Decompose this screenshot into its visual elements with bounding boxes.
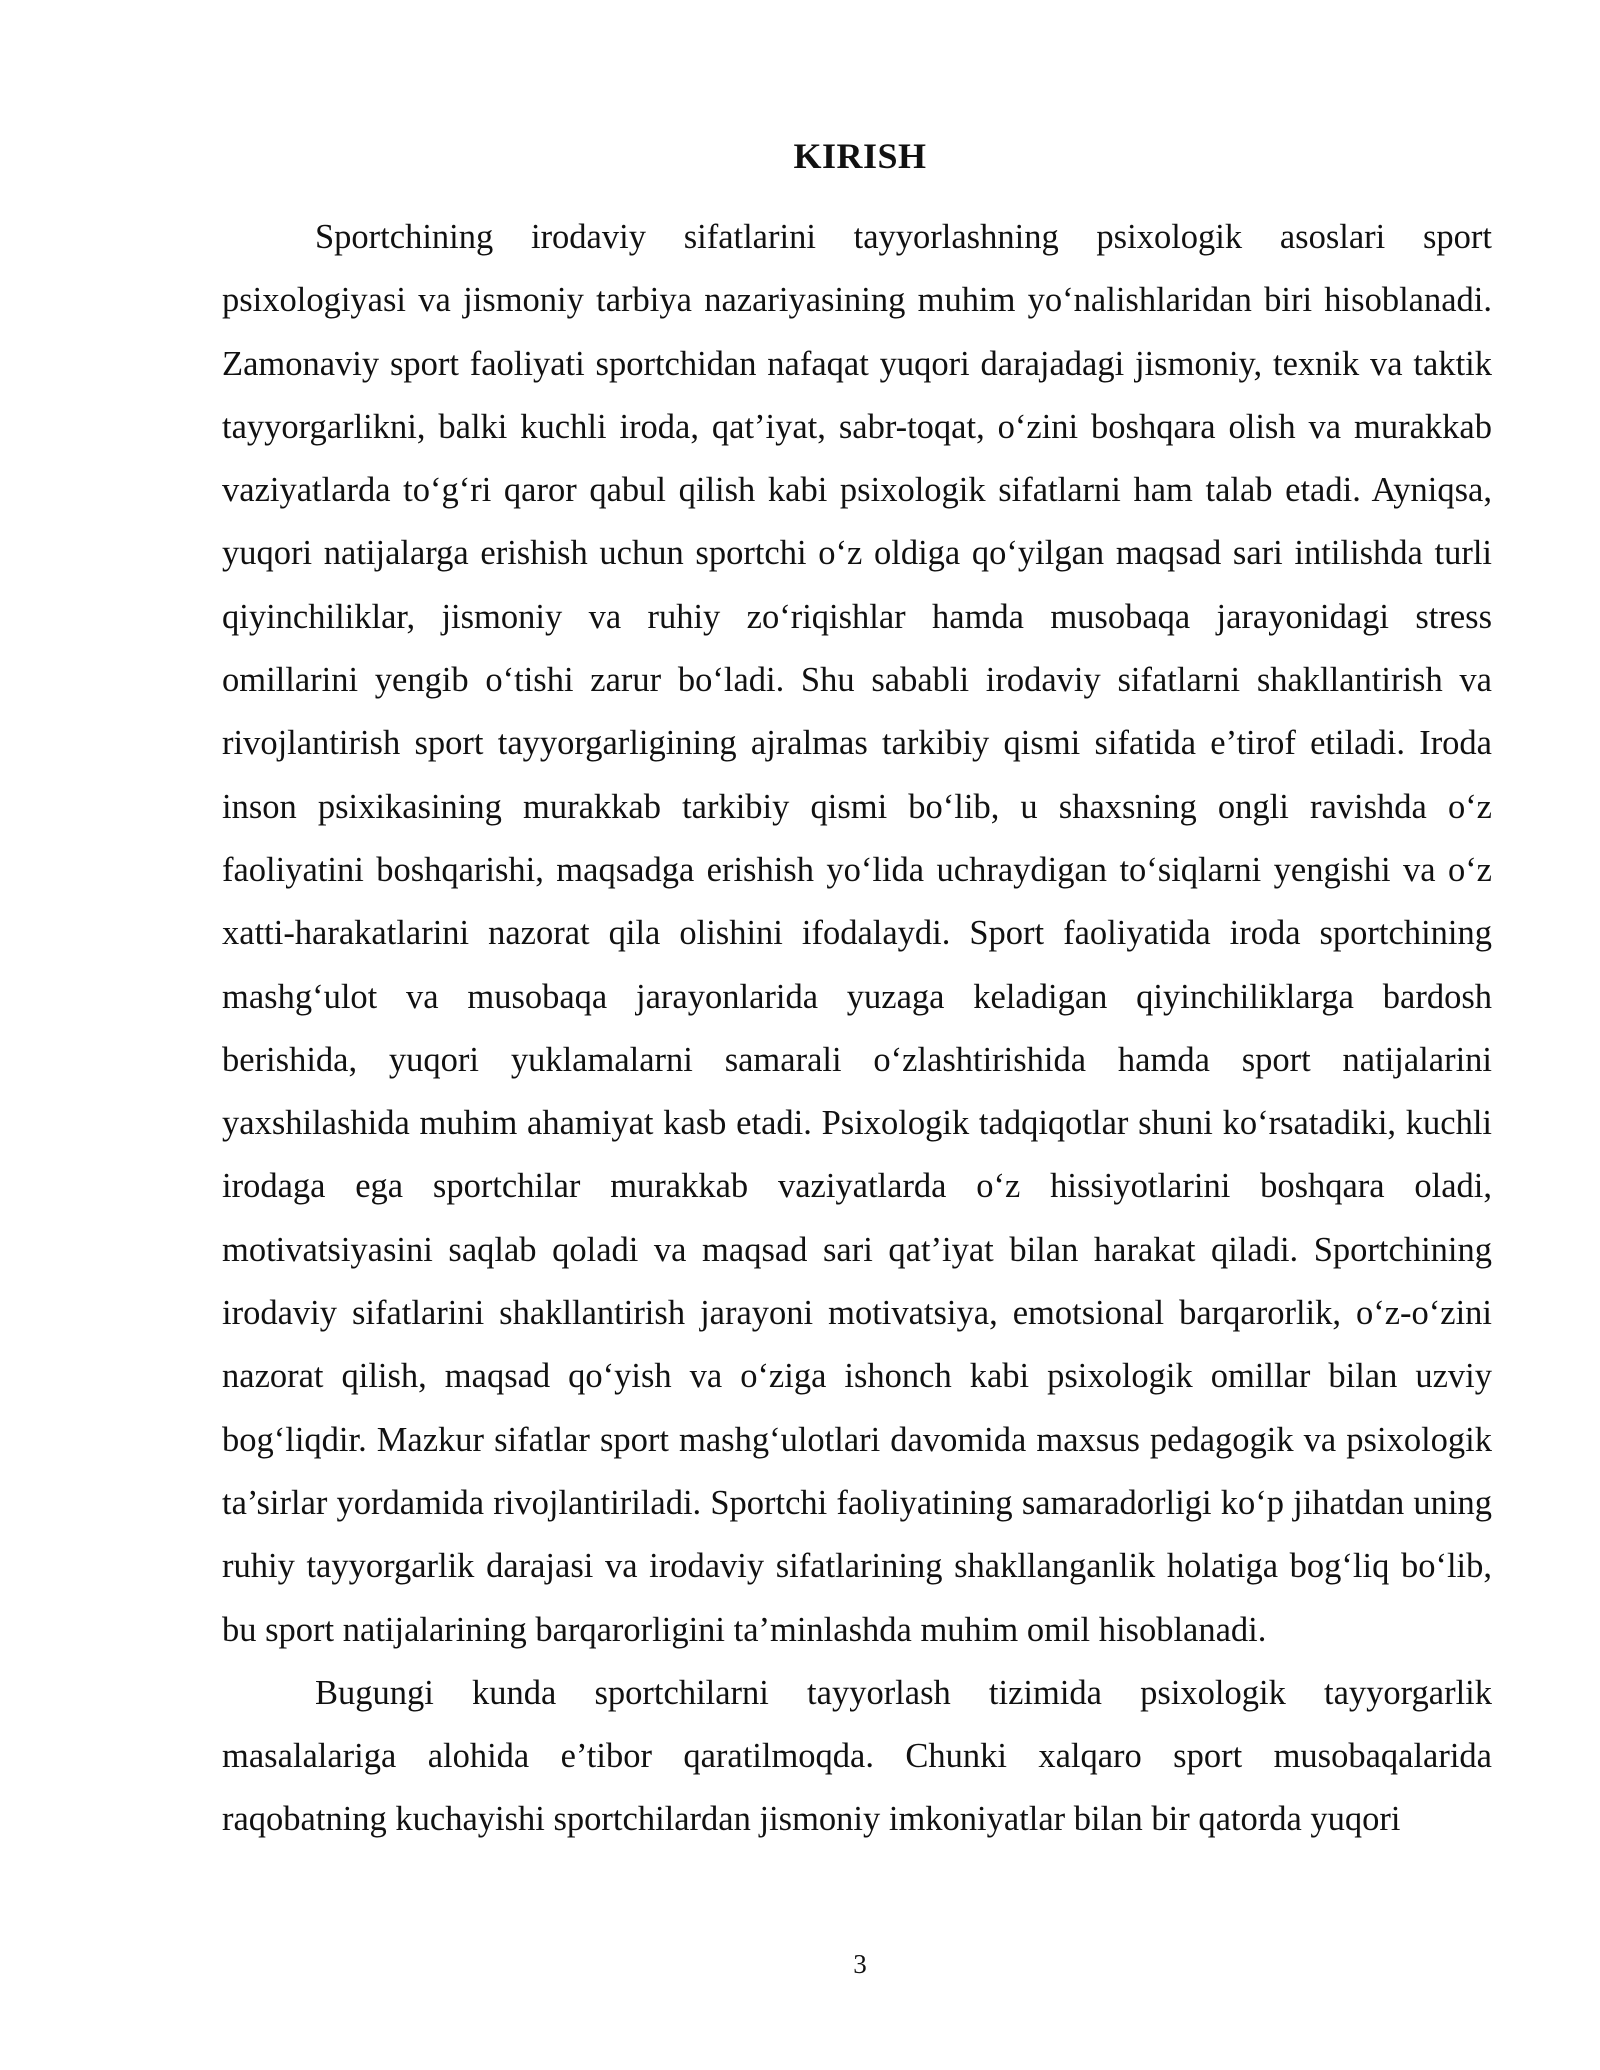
paragraph-2: Bugungi kunda sportchilarni tayyorlash tizimida psixologik tayyorgarlik masalalariga alohida e’tibor qaratilmoqda. Chunki xalqaro sport musobaqalarida raqobatning kuchayishi sportchilardan jismoniy imkoniyatlar bilan bir qatorda yuqori: [222, 1673, 1492, 1839]
page-number: 3: [853, 1949, 867, 1979]
body-text: [222, 206, 1492, 1852]
section-heading: KIRISH: [793, 136, 927, 176]
paragraph-1: Sportchining irodaviy sifatlarini tayyorlashning psixologik asoslari sport psixologiyasi va jismoniy tarbiya nazariyasining muhim yo‘nalishlaridan biri hisoblanadi. Zamonaviy sport faoliyati sportchidan nafaqat yuqori darajadagi jismoniy, texnik va taktik tayyorgarlikni, balki kuchli iroda, qat’iyat, sabr-toqat, o‘zini boshqara olish va murakkab vaziyatlarda to‘g‘ri qaror qabul qilish kabi psixologik sifatlarni ham talab etadi. Ayniqsa, yuqori natijalarga erishish uchun sportchi o‘z oldiga qo‘yilgan maqsad sari intilishda turli qiyinchiliklar, jismoniy va ruhiy zo‘riqishlar hamda musobaqa jarayonidagi stress omillarini yengib o‘tishi zarur bo‘ladi. Shu sababli irodaviy sifatlarni shakllantirish va rivojlantirish sport tayyorgarligining ajralmas tarkibiy qismi sifatida e’tirof etiladi. Iroda inson psixikasining murakkab tarkibiy qismi bo‘lib, u shaxsning ongli ravishda o‘z faoliyatini boshqarishi, maqsadga erishish yo‘lida uchraydigan to‘siqlarni yengishi va o‘z xatti-harakatlarini nazorat qila olishini ifodalaydi. Sport faoliyatida iroda sportchining mashg‘ulot va musobaqa jarayonlarida yuzaga keladigan qiyinchiliklarga bardosh berishida, yuqori yuklamalarni samarali o‘zlashtirishida hamda sport natijalarini yaxshilashida muhim ahamiyat kasb etadi. Psixologik tadqiqotlar shuni ko‘rsatadiki, kuchli irodaga ega sportchilar murakkab vaziyatlarda o‘z hissiyotlarini boshqara oladi, motivatsiyasini saqlab qoladi va maqsad sari qat’iyat bilan harakat qiladi. Sportchining irodaviy sifatlarini shakllantirish jarayoni motivatsiya, emotsional barqarorlik, o‘z-o‘zini nazorat qilish, maqsad qo‘yish va o‘ziga ishonch kabi psixologik omillar bilan uzviy bog‘liqdir. Mazkur sifatlar sport mashg‘ulotlari davomida maxsus pedagogik va psixologik ta’sirlar yordamida rivojlantiriladi. Sportchi faoliyatining samaradorligi ko‘p jihatdan uning ruhiy tayyorgarlik darajasi va irodaviy sifatlarining shakllanganlik holatiga bog‘liq bo‘lib, bu sport natijalarining barqarorligini ta’minlashda muhim omil hisoblanadi.: [222, 218, 1492, 1649]
